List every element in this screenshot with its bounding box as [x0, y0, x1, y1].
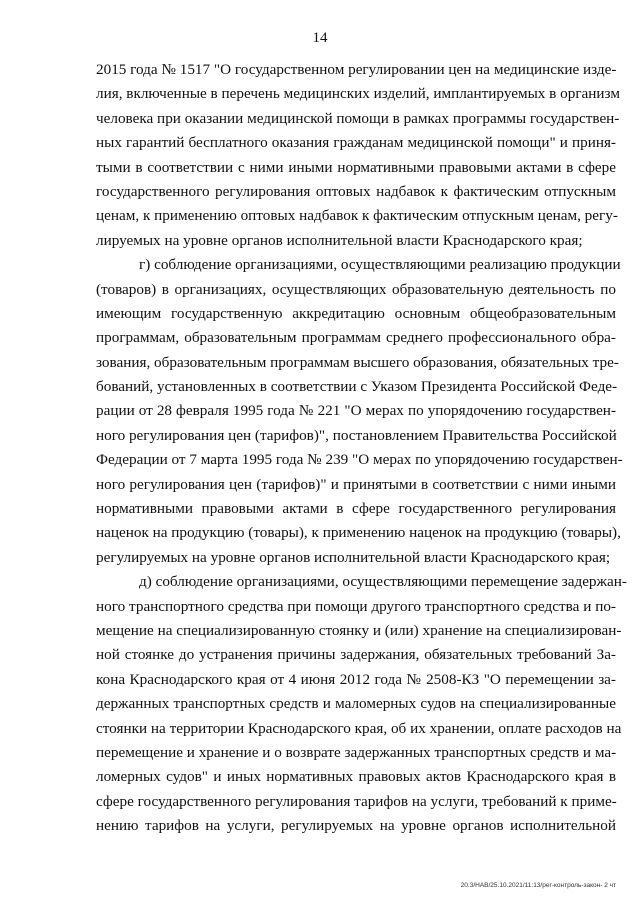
text-line: нормативными правовыми актами в сфере государственного регулирования: [96, 500, 616, 518]
text-line: ного транспортного средства при помощи другого транспортного средства и по-: [96, 597, 616, 615]
text-line: г) соблюдение организациями, осуществляющими реализацию продукции: [139, 256, 621, 274]
text-line: программам, образовательным программам среднего профессионального обра-: [96, 329, 616, 347]
text-line: нению тарифов на услуги, регулируемых на уровне органов исполнительной: [96, 817, 616, 835]
text-line: перемещение и хранение и о возврате задержанных транспортных средств и ма-: [96, 743, 617, 761]
footer-stamp: 20.3/НАВ/25.10.2021/11:13/рег-контроль-закон- 2 чт: [460, 882, 616, 889]
text-line: бований, установленных в соответствии с Указом Президента Российской Феде-: [96, 378, 618, 396]
text-line: Федерации от 7 марта 1995 года № 239 "О мерах по упорядочению государствен-: [96, 451, 623, 469]
text-line: сфере государственного регулирования тарифов на услуги, требований к приме-: [96, 792, 617, 810]
text-line: 2015 года № 1517 "О государственном регулировании цен на медицинские изде-: [96, 61, 617, 78]
text-line: мещение на специализированную стоянку и (или) хранение на специализирован-: [96, 621, 622, 639]
text-line: стоянки на территории Краснодарского края, об их хранении, оплате расходов на: [96, 719, 622, 737]
text-line: наценок на продукцию (товары), к применению наценок на продукцию (товары),: [96, 524, 621, 542]
text-line: рации от 28 февраля 1995 года № 221 "О мерах по упорядочению государствен-: [96, 402, 616, 420]
text-line: зования, образовательным программам высшего образования, обязательных тре-: [96, 353, 619, 371]
text-line: (товаров) в организациях, осуществляющих образовательную деятельность по: [96, 280, 616, 298]
text-line: лия, включенные в перечень медицинских изделий, имплантируемых в организм: [96, 85, 620, 103]
page-number: 14: [312, 30, 328, 46]
text-line: имеющим государственную аккредитацию основным общеобразовательным: [96, 304, 616, 322]
text-line: лируемых на уровне органов исполнительной власти Краснодарского края;: [96, 231, 583, 249]
text-line: ной стоянке до устранения причины задержания, обязательных требований За-: [96, 646, 616, 664]
text-line: тыми в соответствии с ними иными нормативными правовыми актами в сфере: [96, 158, 616, 176]
text-line: ного регулирования цен (тарифов)" и принятыми в соответствии с ними иными: [96, 475, 616, 493]
text-line: ломерных судов" и иных нормативных правовых актов Краснодарского края в: [96, 768, 616, 786]
text-line: кона Краснодарского края от 4 июня 2012 года № 2508-КЗ "О перемещении за-: [96, 670, 616, 688]
text-line: держанных транспортных средств и маломерных судов на специализированные: [96, 695, 616, 713]
text-line: ного регулирования цен (тарифов)", постановлением Правительства Российской: [96, 426, 617, 444]
text-line: ных гарантий бесплатного оказания гражданам медицинской помощи" и приня-: [96, 134, 616, 152]
text-line: регулируемых на уровне органов исполнительной власти Краснодарского края;: [96, 548, 611, 566]
body-text: [96, 58, 627, 839]
text-line: человека при оказании медицинской помощи в рамках программы государствен-: [96, 109, 620, 127]
text-line: государственного регулирования оптовых надбавок к фактическим отпускным: [96, 182, 616, 200]
text-line: д) соблюдение организациями, осуществляющими перемещение задержан-: [139, 573, 627, 591]
text-line: ценам, к применению оптовых надбавок к фактическим отпускным ценам, регу-: [96, 207, 618, 225]
